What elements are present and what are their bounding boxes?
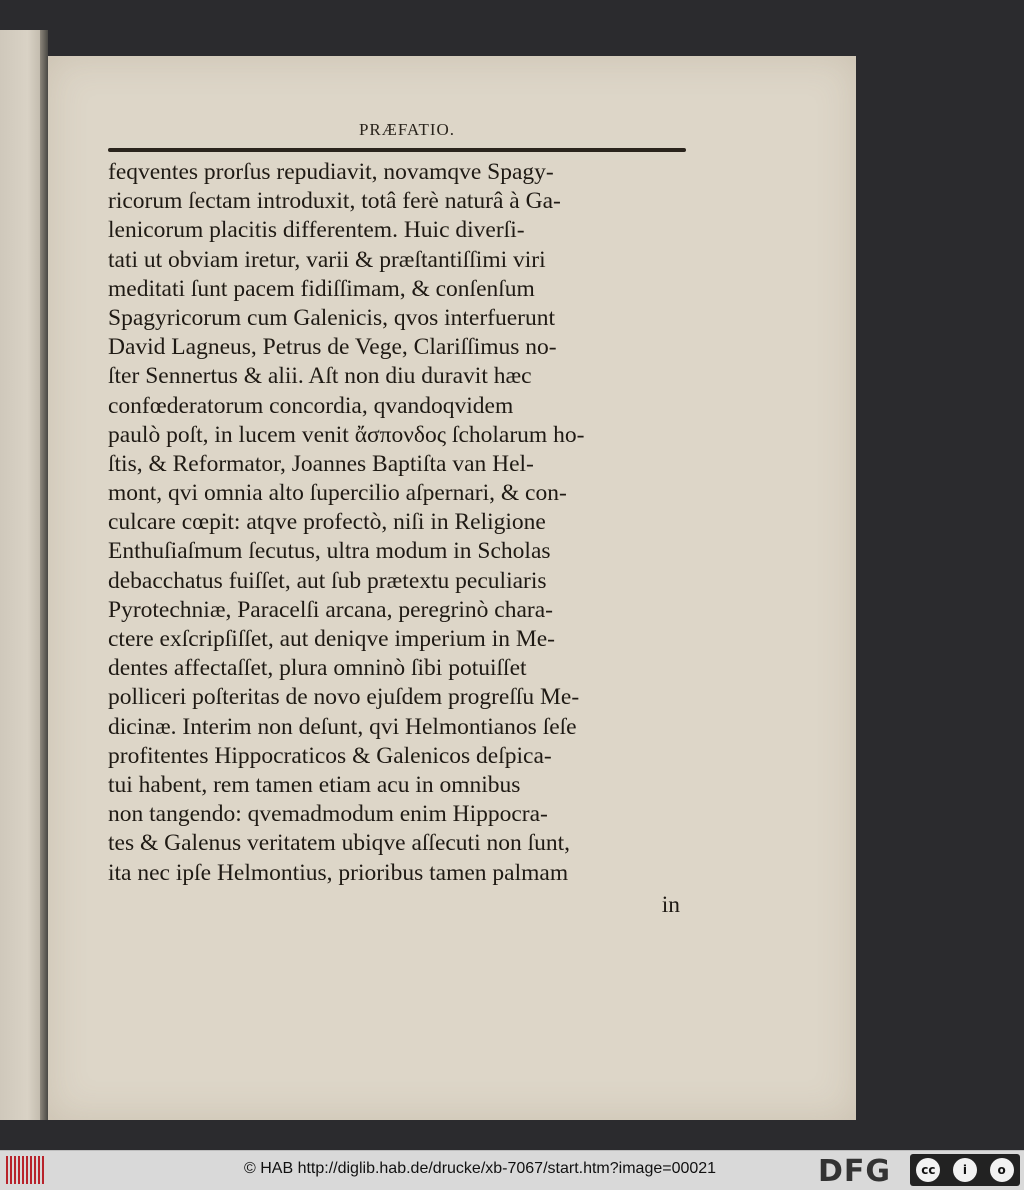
text-line: tes & Galenus veritatem ubiqve aſſecuti non ſunt, bbox=[108, 830, 571, 857]
text-line: tui habent, rem tamen etiam acu in omnibus bbox=[108, 771, 521, 798]
citation-link[interactable]: © HAB http://diglib.hab.de/drucke/xb-7067/start.htm?image=00021 bbox=[244, 1160, 717, 1177]
text-line: dicinæ. Interim non deſunt, qvi Helmontianos ſeſe bbox=[108, 713, 577, 740]
text-line: ctere exſcripſiſſet, aut deniqve imperium in Me- bbox=[108, 626, 555, 652]
barcode-icon bbox=[6, 1156, 46, 1184]
dfg-logo: DFG bbox=[818, 1154, 892, 1189]
text-line: feqventes prorſus repudiavit, novamqve Spagy- bbox=[108, 159, 554, 185]
text-line: paulò poſt, in lucem venit ἄσπονδος ſcholarum ho- bbox=[108, 421, 585, 448]
text-line: profitentes Hippocraticos & Galenicos deſpica- bbox=[108, 742, 552, 769]
text-line: tati ut obviam iretur, varii & præſtantiſſimi viri bbox=[108, 246, 546, 273]
text-line: meditati ſunt pacem fidiſſimam, & conſenſum bbox=[108, 275, 535, 302]
text-line: dentes affectaſſet, plura omninò ſibi potuiſſet bbox=[108, 655, 527, 682]
page-gutter-shadow bbox=[40, 30, 48, 1120]
text-line: culcare cœpit: atqve profectò, niſi in Religione bbox=[108, 509, 546, 536]
text-line: Spagyricorum cum Galenicis, qvos interfuerunt bbox=[108, 304, 556, 331]
text-line: ita nec ipſe Helmontius, prioribus tamen palmam bbox=[108, 859, 569, 886]
cc-icon: cc bbox=[916, 1158, 940, 1182]
head-rule bbox=[108, 148, 686, 152]
text-line: polliceri poſteritas de novo ejuſdem progreſſu Me- bbox=[108, 684, 580, 711]
text-line: David Lagneus, Petrus de Vege, Clariſſimus no- bbox=[108, 334, 557, 361]
body-text bbox=[108, 158, 682, 888]
sa-share-alike-icon: o bbox=[990, 1158, 1014, 1182]
text-line: mont, qvi omnia alto ſupercilio aſpernari, & con- bbox=[108, 480, 567, 507]
text-line: confœderatorum concordia, qvandoqvidem bbox=[108, 392, 514, 419]
running-head: PRÆFATIO. bbox=[358, 120, 456, 139]
by-attribution-icon: i bbox=[953, 1158, 977, 1182]
cc-license-badge[interactable] bbox=[910, 1154, 1020, 1186]
text-line: ſtis, & Reformator, Joannes Baptiſta van Hel- bbox=[108, 450, 534, 477]
text-line: Pyrotechniæ, Paracelſi arcana, peregrinò chara- bbox=[108, 596, 553, 623]
catchword: in bbox=[661, 892, 680, 918]
text-line: debacchatus fuiſſet, aut ſub prætextu peculiaris bbox=[108, 567, 547, 594]
text-line: non tangendo: qvemadmodum enim Hippocra- bbox=[108, 801, 548, 828]
text-line: ricorum ſectam introduxit, totâ ferè naturâ à Ga- bbox=[108, 188, 561, 215]
text-line: lenicorum placitis differentem. Huic diverſi- bbox=[108, 217, 525, 244]
text-line: Enthuſiaſmum ſecutus, ultra modum in Scholas bbox=[108, 538, 551, 565]
text-line: ſter Sennertus & alii. Aſt non diu duravit hæc bbox=[108, 363, 532, 390]
